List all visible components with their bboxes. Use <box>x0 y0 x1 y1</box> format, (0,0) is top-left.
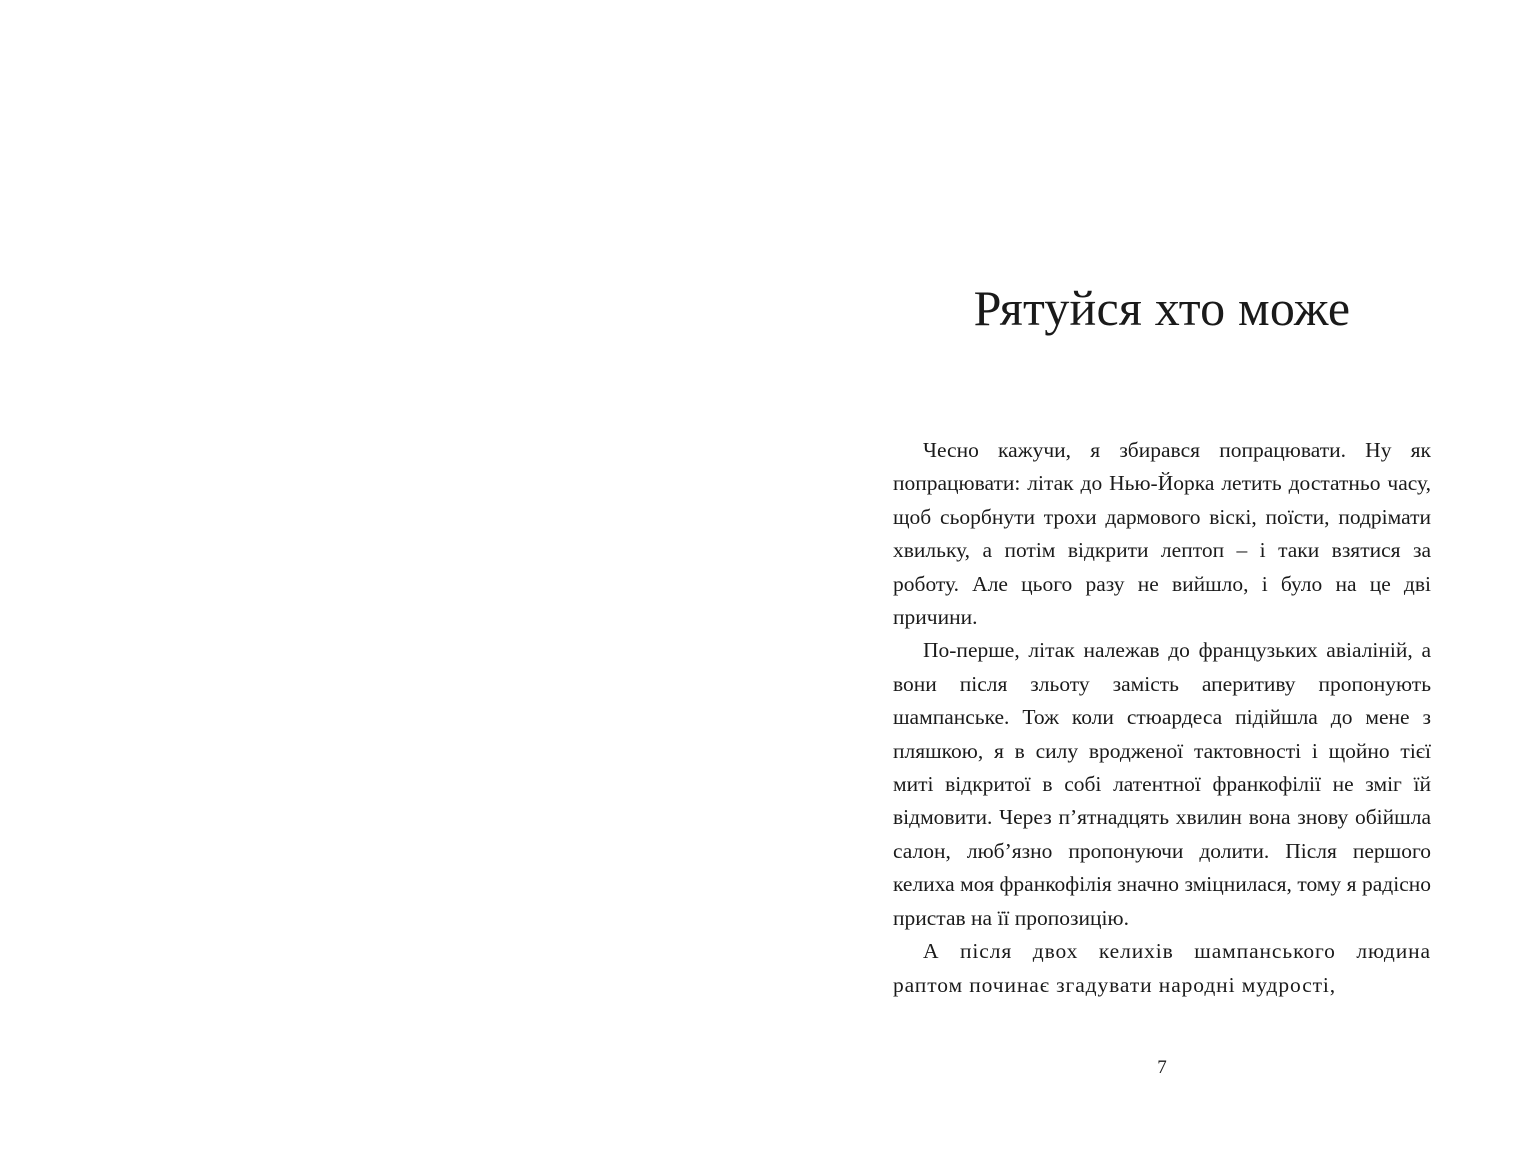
paragraph-2: По-перше, літак належав до французьких авіаліній, а вони після зльоту замість аперитиву пропонують шампанське. Тож коли стюардеса підійшла до мене з пляшкою, я в силу вродженої тактовності і щойно тієї миті відкритої в собі латентної франкофілії не зміг їй відмовити. Через п’ятнадцять хвилин вона знову обійшла салон, люб’язно пропонуючи долити. Після першого келиха моя франкофілія значно зміцнилася, тому я радісно пристав на її пропозицію. <box>893 638 1431 930</box>
paragraph-1: Чесно кажучи, я збирався попрацювати. Ну як попрацювати: літак до Нью-Йорка летить достатньо часу, щоб сьорбнути трохи дармового віскі, поїсти, подрімати хвильку, а потім відкрити лептоп – і таки взятися за роботу. Але цього разу не вийшло, і було на це дві причини. <box>893 438 1431 630</box>
paragraph-3: А після двох келихів шампанського людина раптом починає згадувати народні мудрості, <box>893 939 1431 997</box>
chapter-title: Рятуйся хто може <box>973 280 1351 336</box>
right-page <box>768 0 1536 1152</box>
body-text <box>893 434 1431 1002</box>
page-number: 7 <box>1157 1057 1167 1078</box>
